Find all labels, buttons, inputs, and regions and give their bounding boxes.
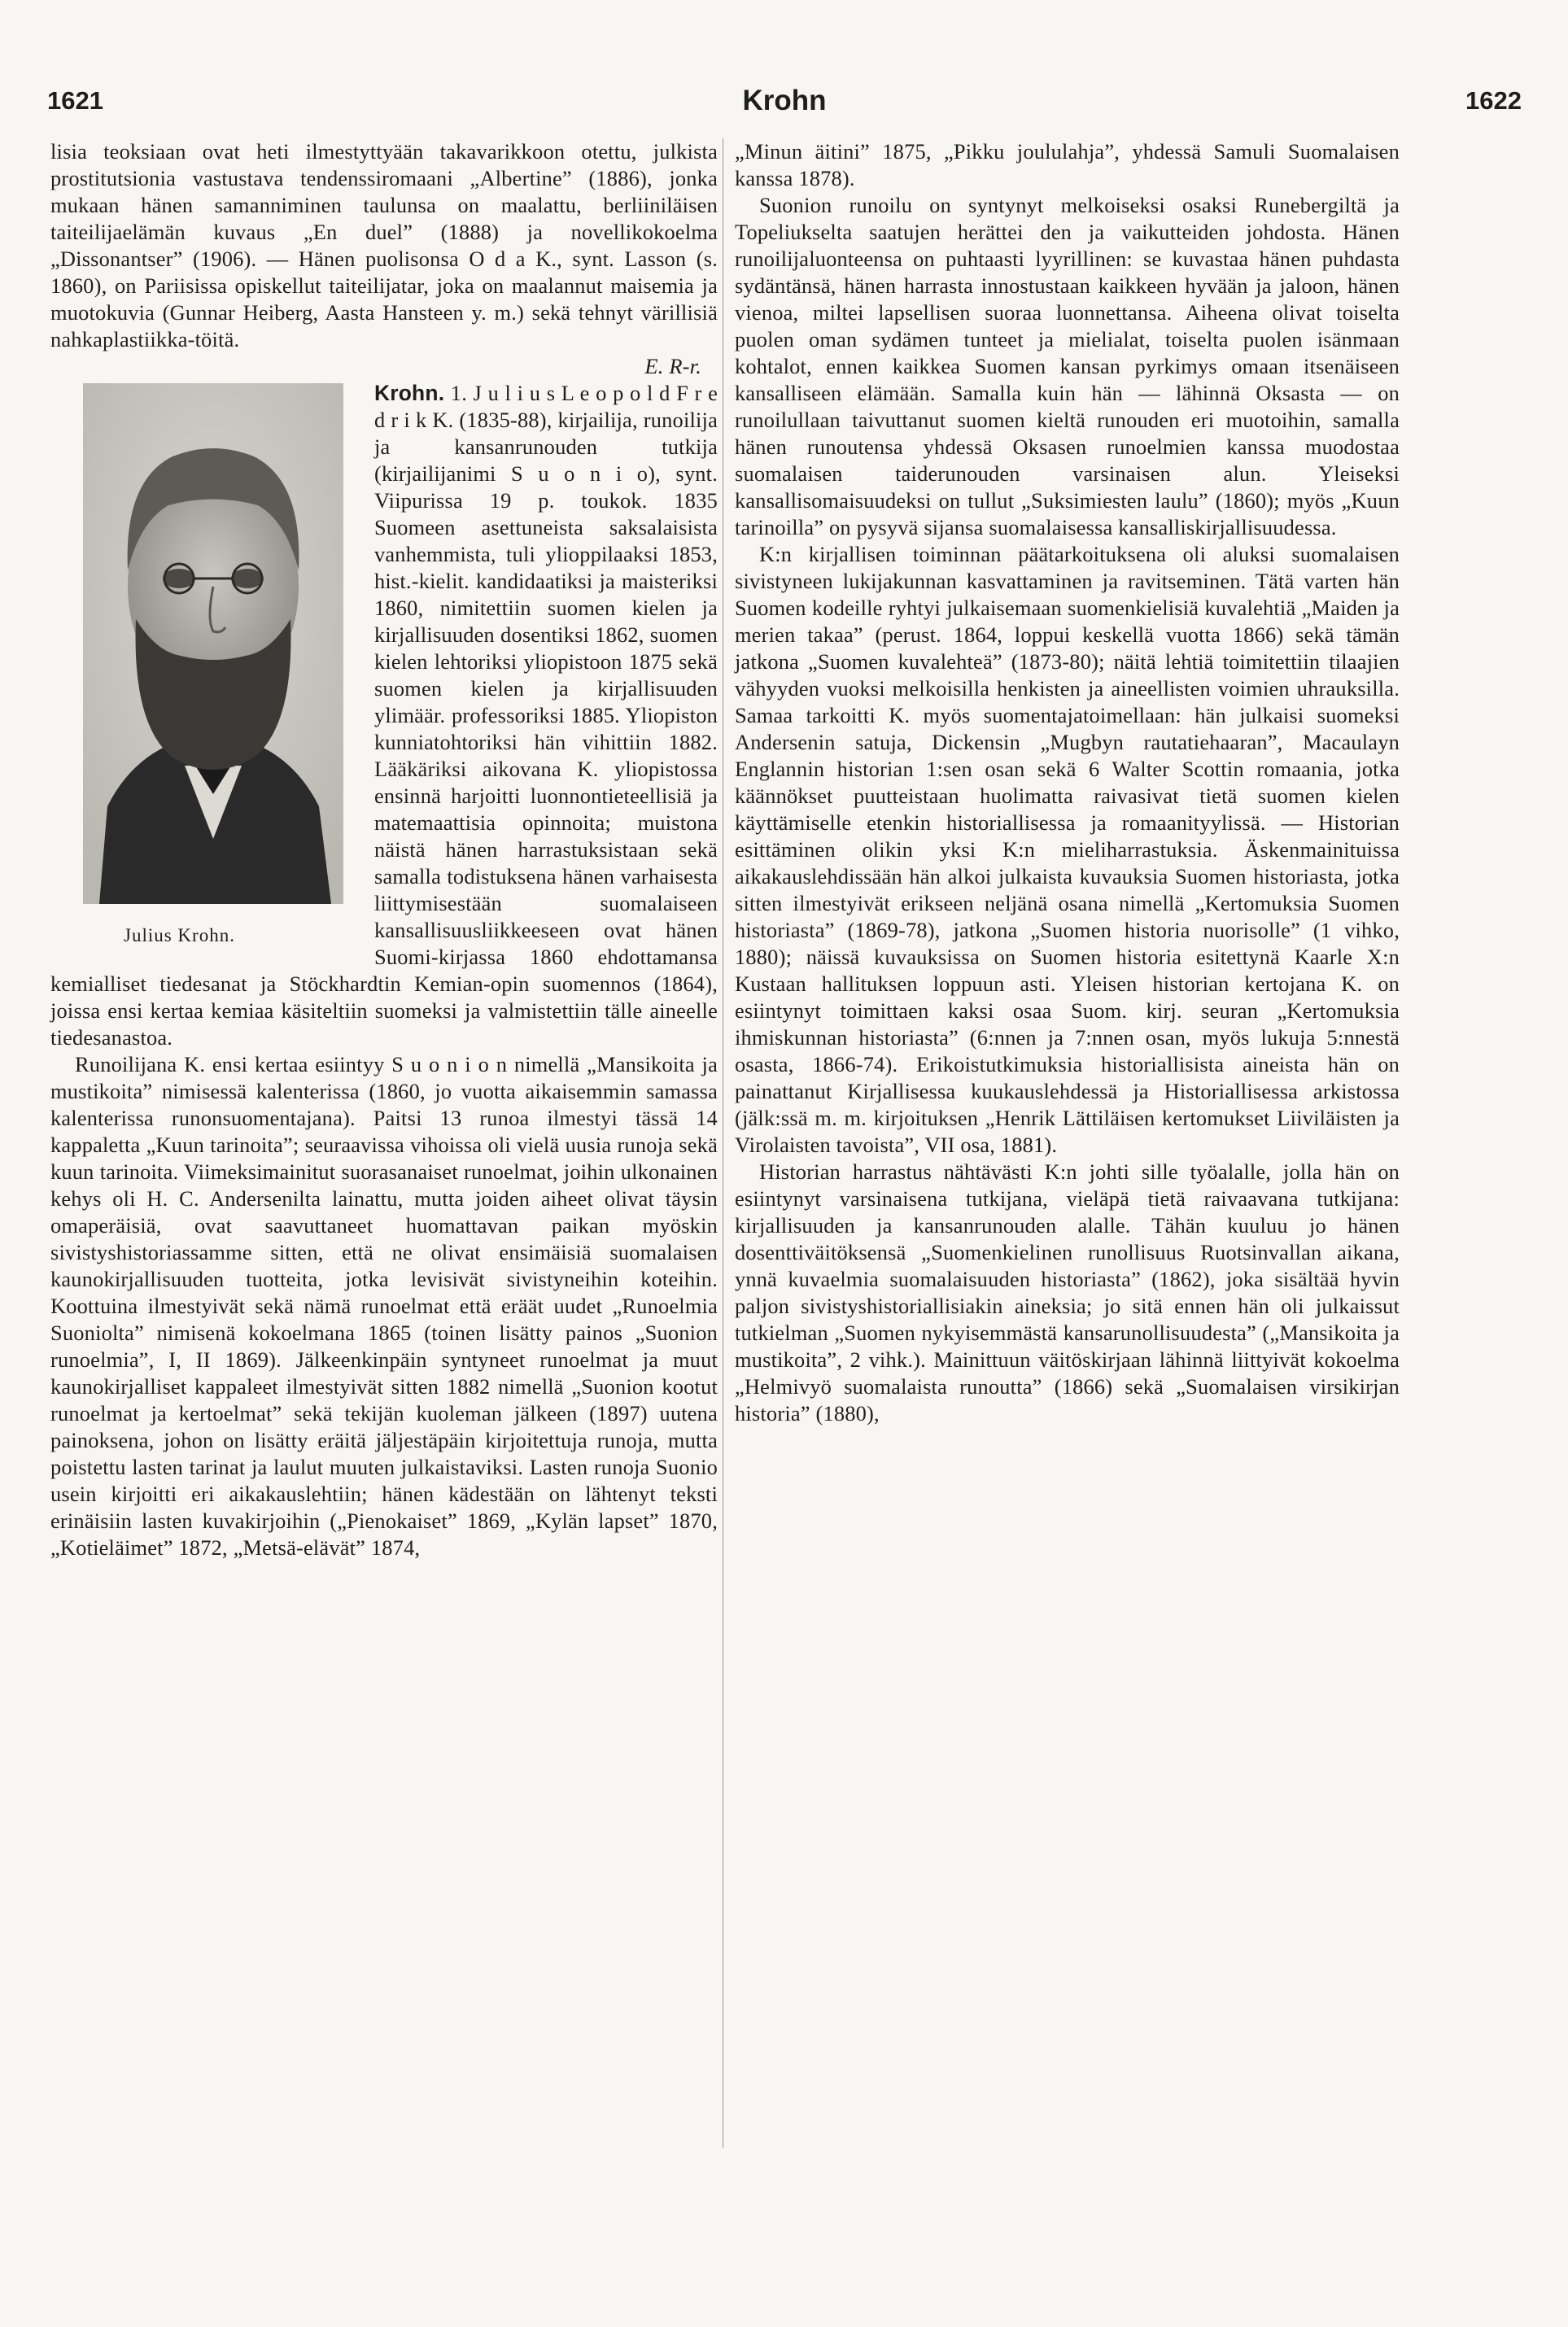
page-header — [47, 86, 1522, 127]
page-number-left: 1621 — [47, 86, 103, 115]
portrait-caption: Julius Krohn. — [124, 925, 235, 945]
running-title: Krohn — [742, 85, 827, 116]
left-column — [50, 138, 718, 1561]
entry-body: 1. J u l i u s L e o p o l d F r e d r i k K. (1835-88), kirjailija, runoilija ja kansanrunouden tutkija (kirjailijanimi S u o n i o), synt. Viipurissa 19 p. toukok. 1835 Suomeen asettuneista saksalaisista vanhemmista, tuli ylioppilaaksi 1853, hist.-kielit. kandidaatiksi ja maisteriksi 1860, nimitettiin suomen kielen ja kirjallisuuden dosentiksi 1862, suomen kielen lehtoriksi yliopistoon 1875 sekä suomen kielen ja kirjallisuuden ylimäär. professoriksi 1885. Yliopiston kunniatohtoriksi hän vihittiin 1882. Lääkäriksi aikovana K. yliopistossa ensinnä harjoitti luonnontieteellisiä ja matemaattisia opinnoita; muistona näistä hänen harrastuksistaan sekä samalla todistuksena hänen varhaisesta liittymisestään suomalaiseen kansallisuusliikkeeseen ovat hänen Suomi-kirjassa 1860 ehdottamansa kemialliset tiedesanat ja Stöckhardtin Kemian-opin suomennos (1864), joissa ensi kertaa kemiaa käsiteltiin suomeksi ja valmistettiin tälle aineelle tiedesanastoa. — [50, 381, 718, 1050]
portrait-julius-krohn — [50, 383, 360, 904]
page-number-right: 1622 — [1465, 86, 1522, 115]
entry-krohn-julius — [50, 380, 718, 1051]
paragraph-poetic-character: Suonion runoilu on syntynyt melkoiseksi osaksi Runebergiltä ja Topeliukselta saatujen herättei den ja vaikutteiden johdosta. Hänen runoilijaluonteensa on puhtaasti lyyrillinen: se kuvastaa hänen puhdasta sydäntänsä, hänen harrasta innostustaan kaikkeen hyvään ja jaloon, hänen vienoa, miltei lapsellisen suoraa luonnettansa. Aiheena olivat toiselta puolen oman sydämen tunteet ja mielialat, toiselta puolen isänmaan kohtalot, ennen kaikkea Suomen kansan pyrkimys omaan itsenäiseen kansalliseen elämään. Samalla kuin hän — lähinnä Oksasta — on runoilullaan taivuttanut suomen kieltä runouden eri muotoihin, samalla hänen runoutensa yhdessä Oksasen runoelmien kanssa muodostaa suomalaisen taiderunouden varsinaisen alun. Yleiseksi kansallisomaisuudeksi on tullut „Suksimiesten laulu” (1860); myös „Kuun tarinoilla” on pysyvä sijansa suomalaisessa kansalliskirjallisuudessa. — [735, 193, 1400, 539]
portrait-figure — [50, 383, 360, 953]
entry-headword: Krohn. — [374, 381, 445, 405]
paragraph-continued: lisia teoksiaan ovat heti ilmestyttyään takavarikkoon otettu, julkista prostitutsionia vastustava tendenssiromaani „Albertine” (1886), jonka mukaan hänen samanniminen taulunsa on maalattu, berliiniläisen taiteilijaelämän kuvaus „En duel” (1888) ja novellikokoelma „Dissonantser” (1906). — Hänen puolisonsa O d a K., synt. Lasson (s. 1860), on Pariisissa opiskellut taiteilijatar, joka on maalannut maisemia ja muotokuvia (Gunnar Heiberg, Aasta Hansteen y. m.) sekä tehnyt värillisiä nahkaplastiikka-töitä. — [50, 139, 718, 351]
right-column — [735, 138, 1400, 1427]
paragraph-literary-activity: K:n kirjallisen toiminnan päätarkoituksena oli aluksi suomalaisen sivistyneen lukijakunnan kasvattaminen ja ravitseminen. Tätä varten hän Suomen kodeille ryhtyi julkaisemaan suomenkielisiä kuvalehtiä „Maiden ja merien takaa” (perust. 1864, loppui keskellä vuotta 1866) sekä tämän jatkona „Suomen kuvalehteä” (1873-80); näitä lehtiä toimitettiin tilaajien vähyyden vuoksi melkoisilla henkisten ja aineellisten voimien uhrauksilla. Samaa tarkoitti K. myös suomentajatoimellaan: hän julkaisi suomeksi Andersenin satuja, Dickensin „Mugbyn rautatiehaaran”, Macaulayn Englannin historian 1:sen osan sekä 6 Walter Scottin romaania, jotka käännökset puutteistaan huolimatta raivasivat tietä suomen kielen käyttämiselle etenkin historiallisessa ja romaanityylissä. — Historian esittäminen olikin yksi K:n mieliharrastuksia. Äskenmainituissa aikakauslehdissään hän alkoi julkaista kuvauksia Suomen historiasta, jotka sitten ilmestyivät erikseen neljänä osana nimellä „Kertomuksia Suomen historiasta” (1869-78), jatkona „Suomen historia nuorisolle” (1 vihko, 1880); näissä kuvauksissa on Suomen historia esitettynä Kaarle X:n Kustaan hallituksen loppuun asti. Yleisen historian kertojana K. on esiintynyt toimittaen kaksi osaa Suom. kirj. seuran „Kertomuksia ihmiskunnan historiasta” (6:nnen ja 7:nnen osan, myös lukuja 5:nnestä osasta, 1866-74). Erikoistutkimuksia historiallisista aineista hän on painattanut Kirjallisessa kuukauslehdessä ja Historiallisessa arkistossa (jälk:ssä m. m. kirjoituksen „Henrik Lättiläisen kertomukset Liiviläisten ja Virolaisten tavoista”, VII osa, 1881). — [735, 542, 1400, 1157]
paragraph-poetry: Runoilijana K. ensi kertaa esiintyy S u o n i o n nimellä „Mansikoita ja mustikoita” nimisessä kalenterissa (1860, jo vuotta aikaisemmin samassa kalenterissa runonsuomentajana). Paitsi 13 runoa ilmestyi tässä 14 kappaletta „Kuun tarinoita”; seuraavissa vihoissa oli vielä uusia runoja sekä kuun tarinoita. Viimeksimainitut suorasanaiset runoelmat, joihin ulkonainen kehys oli H. C. Andersenilta lainattu, mutta joiden aiheet olivat täysin omaperäisiä, ovat saavuttaneet huomattavan paikan myöskin sivistyshistoriassamme sitten, että ne olivat ensimäisiä suomalaisen kaunokirjallisuuden tuotteita, jotka levisivät sivistyneihin koteihin. Koottuina ilmestyivät sekä nämä runoelmat että eräät uudet „Runoelmia Suoniolta” nimisenä kokoelmana 1865 (toinen lisätty painos „Suonion runoelmia”, I, II 1869). Jälkeenkinpäin syntyneet runoelmat ja muut kaunokirjalliset kappaleet ilmestyivät sitten 1882 nimellä „Suonion kootut runoelmat ja kertoelmat” sekä tekijän kuoleman jälkeen (1897) uutena painoksena, johon on lisätty eräitä jäljestäpäin kirjoitettuja runoja, mutta poistettu lasten tarinat ja laulut muuten julkaistaviksi. Lasten runoja Suonio usein kirjoitti eri aikakauslehtiin; hänen kädestään on lähtenyt teksti erinäisiin lasten kuvakirjoihin („Pienokaiset” 1869, „Kylän lapset” 1870, „Kotieläimet” 1872, „Metsä-elävät” 1874, — [50, 1052, 718, 1560]
paragraph-history-research: Historian harrastus nähtävästi K:n johti sille työalalle, jolla hän on esiintynyt varsinaisena tutkijana, vieläpä tietä raivaavana tutkijana: kirjallisuuden ja kansanrunouden alalle. Tähän kuuluu jo hänen dosenttiväitöksensä „Suomenkielinen runollisuus Ruotsinvallan aikana, ynnä kuvaelmia suomalaisuuden historiasta” (1862), joka sisältää hyvin paljon sivistyshistoriallisiakin aineksia; jo sitä ennen hän oli julkaissut tutkielman „Suomen nykyisemmästä kansarunollisuudesta” („Mansikoita ja mustikoita”, 2 vihk.). Mainittuun väitöskirjaan lähinnä liittyivät kokoelma „Helmivyö suomalaista runoutta” (1866) sekä „Suomalaisen virsikirjan historia” (1880), — [735, 1159, 1400, 1425]
author-signature: E. R-r. — [644, 354, 701, 378]
paragraph-continued-right: „Minun äitini” 1875, „Pikku joululahja”, yhdessä Samuli Suomalaisen kanssa 1878). — [735, 139, 1400, 190]
